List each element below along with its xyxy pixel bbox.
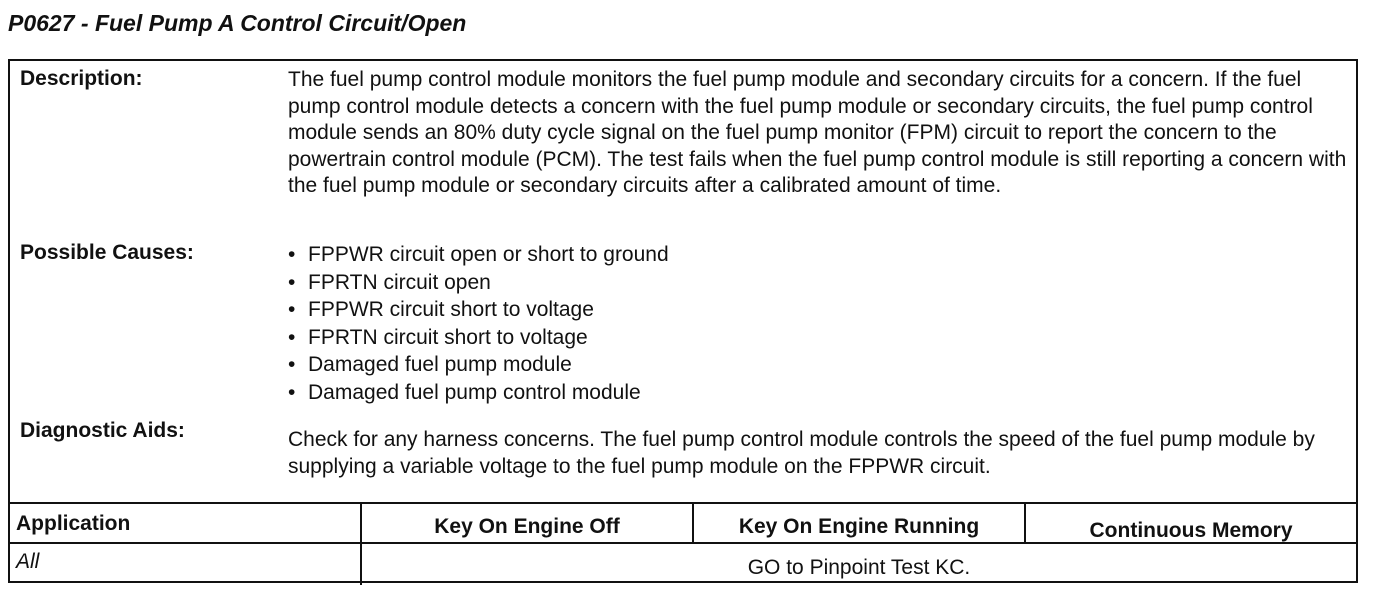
cause-item: • FPPWR circuit open or short to ground <box>288 241 1348 269</box>
possible-causes-label: Possible Causes: <box>20 241 194 264</box>
dtc-info-box <box>8 59 1358 583</box>
possible-causes-list <box>288 241 1348 406</box>
test-table <box>10 502 1356 585</box>
table-header-koeo: Key On Engine Off <box>434 515 620 538</box>
cause-item: • FPPWR circuit short to voltage <box>288 296 1348 324</box>
description-content <box>288 67 1348 200</box>
description-label: Description: <box>20 67 143 90</box>
description-text: The fuel pump control module monitors the fuel pump module and secondary circuits for a concern. If the fuel pump control module detects a concern with the fuel pump module or secondary circuits, the fuel pump control module sends an 80% duty cycle signal on the fuel pump monitor (FPM) circuit to report the concern to the powertrain control module (PCM). The test fails when the fuel pump control module is still reporting a concern with the fuel pump module or secondary circuits after a calibrated amount of time. <box>288 68 1347 197</box>
table-header-application: Application <box>16 512 131 535</box>
diagnostic-aids-content <box>288 427 1348 480</box>
diagnostic-aids-text: Check for any harness concerns. The fuel pump control module controls the speed of the fuel pump module by supplying a variable voltage to the fuel pump module on the FPPWR circuit. <box>288 428 1315 478</box>
cause-item: • FPRTN circuit short to voltage <box>288 324 1348 352</box>
possible-causes-content <box>288 241 1348 406</box>
table-cell-action: GO to Pinpoint Test KC. <box>747 556 971 579</box>
page-title: P0627 - Fuel Pump A Control Circuit/Open <box>8 10 467 36</box>
table-cell-application: All <box>16 550 40 573</box>
table-header-koer: Key On Engine Running <box>738 515 980 538</box>
diagnostic-aids-label: Diagnostic Aids: <box>20 419 185 442</box>
cause-item: • FPRTN circuit open <box>288 269 1348 297</box>
cause-item: • Damaged fuel pump module <box>288 351 1348 379</box>
cause-item: • Damaged fuel pump control module <box>288 379 1348 407</box>
table-header-continuous-memory: Continuous Memory <box>1089 519 1293 542</box>
